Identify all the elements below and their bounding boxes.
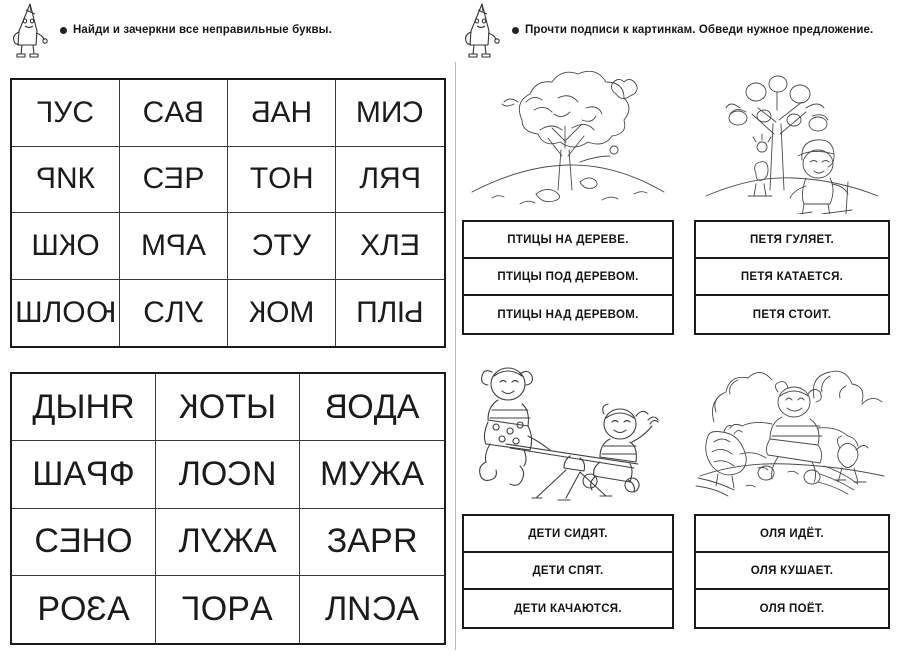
bullet-icon — [60, 27, 67, 34]
caption-box-olya — [694, 514, 890, 629]
letter-cell[interactable] — [120, 147, 228, 214]
caption-row[interactable] — [464, 222, 672, 259]
letter[interactable]: А — [164, 95, 185, 129]
caption-row[interactable] — [464, 553, 672, 590]
letter[interactable]: С — [72, 95, 94, 129]
letter-word — [320, 455, 424, 494]
letter-cell[interactable] — [336, 213, 444, 280]
letter[interactable]: М — [140, 228, 166, 262]
letter[interactable]: У — [291, 228, 312, 262]
caption-text: ПЕТЯ КАТАЕТСЯ. — [740, 270, 844, 283]
letter-cell[interactable] — [156, 509, 300, 576]
letter-word — [179, 388, 276, 427]
letter[interactable]: О — [268, 162, 292, 196]
caption-row[interactable] — [696, 259, 888, 296]
mirrored-letter[interactable]: У — [200, 522, 223, 561]
letter[interactable]: К — [77, 162, 96, 196]
letter-word — [34, 522, 132, 561]
letter[interactable]: Ш — [31, 228, 59, 262]
letter[interactable]: М — [319, 454, 349, 493]
letter[interactable]: У — [348, 454, 370, 493]
letter[interactable]: Л — [359, 162, 379, 196]
letter[interactable]: Ы — [245, 387, 277, 426]
letter-cell[interactable] — [12, 80, 120, 147]
letter[interactable]: Н — [81, 522, 107, 561]
letter-word — [251, 96, 312, 130]
letter[interactable]: Ж — [369, 454, 402, 493]
letter[interactable]: Д — [373, 387, 397, 426]
letter-cell[interactable] — [300, 441, 444, 508]
letter-cell[interactable] — [336, 280, 444, 347]
letter[interactable]: О — [76, 228, 100, 262]
letter-cell[interactable] — [12, 441, 156, 508]
letter[interactable]: А — [396, 589, 419, 628]
letter-word — [37, 590, 129, 629]
children-on-seesaw-illustration — [462, 358, 674, 508]
letter[interactable]: С — [34, 522, 59, 561]
mirrored-letter[interactable]: Н — [291, 162, 314, 196]
letter[interactable]: И — [380, 95, 403, 129]
mirrored-letter[interactable]: Р — [165, 228, 186, 262]
letter-word — [252, 229, 311, 263]
pencil-character-icon — [6, 1, 52, 59]
mirrored-letter[interactable]: К — [58, 228, 77, 262]
caption-row[interactable] — [696, 553, 888, 590]
caption-text: ДЕТИ СИДЯТ. — [528, 527, 608, 540]
letter[interactable]: А — [249, 589, 273, 628]
letter-grid-upper — [10, 78, 446, 348]
letter[interactable]: Л — [178, 522, 201, 561]
mirrored-letter[interactable]: С — [402, 95, 425, 129]
letter[interactable]: З — [326, 522, 348, 561]
letter-word — [327, 522, 417, 561]
letter-cell[interactable] — [300, 374, 444, 441]
mirrored-letter[interactable]: Е — [399, 228, 420, 262]
letter-grid-lower — [10, 372, 446, 645]
letter[interactable]: А — [396, 387, 420, 426]
letter[interactable]: А — [270, 95, 291, 129]
mirrored-letter[interactable]: Б — [250, 95, 271, 129]
mirrored-letter[interactable]: Р — [35, 162, 56, 196]
boy-skiing-winter-illustration — [694, 64, 890, 214]
letter[interactable]: П — [356, 295, 378, 329]
letter[interactable]: Т — [225, 387, 246, 426]
letter[interactable]: О — [60, 589, 87, 628]
mirrored-letter[interactable]: С — [227, 454, 252, 493]
caption-text: ПЕТЯ ГУЛЯЕТ. — [749, 233, 835, 246]
letter[interactable]: У — [53, 95, 73, 129]
letter-word — [143, 296, 203, 330]
letter[interactable]: О — [198, 387, 226, 426]
caption-text: ПТИЦЫ НАД ДЕРЕВОМ. — [497, 308, 639, 321]
letter-cell[interactable] — [228, 213, 336, 280]
letter-word — [250, 162, 313, 196]
letter-cell[interactable] — [228, 80, 336, 147]
letter[interactable]: Л — [164, 295, 185, 329]
letter-word — [15, 296, 116, 330]
mirrored-letter[interactable]: Ю — [85, 295, 116, 329]
letter[interactable]: А — [186, 228, 207, 262]
letter[interactable]: Д — [32, 387, 56, 426]
letter[interactable]: Х — [360, 228, 381, 262]
letter[interactable]: Р — [184, 162, 205, 196]
caption-text: ПТИЦЫ ПОД ДЕРЕВОМ. — [497, 270, 639, 283]
letter[interactable]: Р — [227, 589, 250, 628]
letter[interactable]: Т — [249, 162, 269, 196]
letter-cell[interactable] — [12, 147, 120, 214]
picture-task-deti — [462, 358, 674, 629]
mirrored-letter[interactable]: Г — [37, 95, 54, 129]
letter[interactable]: Т — [273, 228, 292, 262]
caption-box-deti — [462, 514, 674, 629]
caption-box-birds — [462, 220, 674, 335]
letter[interactable]: Н — [85, 387, 111, 426]
mirrored-letter[interactable]: С — [371, 589, 397, 628]
caption-row[interactable] — [464, 259, 672, 296]
letter-cell[interactable] — [156, 374, 300, 441]
letter-cell[interactable] — [228, 280, 336, 347]
letter-word — [32, 388, 134, 427]
mirrored-letter[interactable]: И — [55, 162, 78, 196]
caption-text: ПЕТЯ СТОИТ. — [752, 308, 832, 321]
letter[interactable]: М — [289, 295, 315, 329]
mirrored-letter[interactable]: Я — [392, 522, 418, 561]
mirrored-letter[interactable]: В — [184, 95, 205, 129]
letter-cell[interactable] — [120, 280, 228, 347]
letter-word — [179, 455, 277, 494]
mirrored-letter[interactable]: Е — [164, 162, 185, 196]
mirrored-letter[interactable]: К — [248, 295, 267, 329]
letter[interactable]: О — [200, 454, 228, 493]
letter[interactable]: Р — [37, 589, 60, 628]
mirrored-letter[interactable]: С — [251, 228, 274, 262]
caption-row[interactable] — [464, 296, 672, 333]
letter[interactable]: С — [143, 295, 165, 329]
letter-cell[interactable] — [300, 576, 444, 643]
letter-word — [360, 229, 420, 263]
caption-text: ДЕТИ СПЯТ. — [532, 564, 604, 577]
caption-row[interactable] — [696, 516, 888, 553]
letter-word — [356, 96, 424, 130]
letter[interactable]: Ж — [222, 522, 254, 561]
mirrored-letter[interactable]: Г — [182, 589, 201, 628]
letter[interactable]: Л — [178, 454, 201, 493]
letter[interactable]: Л — [325, 589, 348, 628]
instruction-header-left — [6, 0, 446, 60]
letter[interactable]: С — [142, 95, 165, 129]
mirrored-letter[interactable]: Р — [86, 454, 109, 493]
caption-text: ОЛЯ ПОЁТ. — [759, 602, 825, 615]
letter-cell[interactable] — [12, 509, 156, 576]
caption-box-petya — [694, 220, 890, 335]
letter-cell[interactable] — [336, 147, 444, 214]
letter[interactable]: Ш — [15, 295, 43, 329]
caption-row[interactable] — [464, 516, 672, 553]
letter-cell[interactable] — [12, 213, 120, 280]
letter[interactable]: Ш — [32, 454, 64, 493]
letter[interactable]: Р — [369, 522, 393, 561]
caption-text: ПТИЦЫ НА ДЕРЕВЕ. — [507, 233, 629, 246]
letter-cell[interactable] — [12, 280, 120, 347]
letter[interactable]: О — [347, 387, 374, 426]
caption-row[interactable] — [696, 296, 888, 333]
mirrored-letter[interactable]: Р — [400, 162, 421, 196]
caption-row[interactable] — [696, 590, 888, 627]
mirrored-letter[interactable]: И — [347, 589, 372, 628]
letter[interactable]: М — [355, 95, 381, 129]
tree-with-birds-illustration — [462, 64, 674, 214]
letter[interactable]: Л — [42, 295, 63, 329]
letter-word — [182, 590, 272, 629]
mirrored-letter[interactable]: Е — [58, 522, 82, 561]
caption-row[interactable] — [464, 590, 672, 627]
letter[interactable]: Ы — [55, 387, 86, 426]
letter[interactable]: Ф — [108, 454, 135, 493]
letter[interactable]: А — [107, 589, 130, 628]
letter-word — [141, 229, 206, 263]
letter-cell[interactable] — [336, 80, 444, 147]
letter-word — [31, 229, 99, 263]
bullet-icon — [512, 27, 519, 34]
instruction-text-right: Прочти подписи к картинкам. Обведи нужное предложение. — [525, 24, 874, 36]
letter-word — [359, 162, 420, 196]
letter[interactable]: А — [347, 522, 370, 561]
letter-cell[interactable] — [228, 147, 336, 214]
mirrored-letter[interactable]: Я — [110, 387, 135, 426]
letter-word — [249, 296, 315, 330]
letter[interactable]: О — [62, 295, 86, 329]
caption-row[interactable] — [696, 222, 888, 259]
letter[interactable]: О — [106, 522, 133, 561]
letter-cell[interactable] — [156, 576, 300, 643]
letter-word — [178, 522, 276, 561]
letter-word — [356, 296, 424, 330]
girl-walking-outdoors-illustration — [694, 358, 890, 508]
letter[interactable]: А — [401, 454, 425, 493]
letter[interactable]: А — [253, 522, 277, 561]
letter-word — [143, 96, 205, 130]
instruction-text-left: Найди и зачеркни все неправильные буквы. — [73, 24, 332, 36]
letter-cell[interactable] — [156, 441, 300, 508]
letter-word — [36, 162, 95, 196]
picture-task-birds — [462, 64, 674, 335]
picture-task-petya — [694, 64, 890, 335]
letter[interactable]: А — [63, 454, 87, 493]
mirrored-letter[interactable]: Ы — [397, 295, 424, 329]
letter-cell[interactable] — [12, 576, 156, 643]
letter[interactable]: Л — [377, 295, 398, 329]
mirrored-letter[interactable]: В — [324, 387, 348, 426]
mirrored-letter[interactable]: У — [184, 295, 204, 329]
letter-word — [325, 388, 420, 427]
caption-text: ДЕТИ КАЧАЮТСЯ. — [514, 602, 622, 615]
letter-cell[interactable] — [120, 80, 228, 147]
caption-text: ОЛЯ ИДЁТ. — [760, 527, 824, 540]
letter-word — [32, 455, 134, 494]
letter-word — [37, 96, 94, 130]
letter[interactable]: О — [266, 295, 290, 329]
mirrored-letter[interactable]: К — [178, 387, 199, 426]
picture-task-olya — [694, 358, 890, 629]
caption-text: ОЛЯ КУШАЕТ. — [750, 564, 834, 577]
mirrored-letter[interactable]: И — [251, 454, 277, 493]
letter-word — [325, 590, 419, 629]
column-divider — [455, 62, 456, 650]
letter[interactable]: О — [200, 589, 228, 628]
letter-cell[interactable] — [120, 213, 228, 280]
letter-word — [143, 162, 205, 196]
instruction-header-right — [458, 0, 896, 60]
letter[interactable]: С — [142, 162, 165, 196]
letter[interactable]: Л — [380, 228, 400, 262]
letter-cell[interactable] — [12, 374, 156, 441]
mirrored-letter[interactable]: З — [86, 589, 107, 628]
letter[interactable]: Н — [290, 95, 313, 129]
letter-cell[interactable] — [300, 509, 444, 576]
pencil-character-icon — [458, 1, 504, 59]
letter[interactable]: Я — [379, 162, 401, 196]
